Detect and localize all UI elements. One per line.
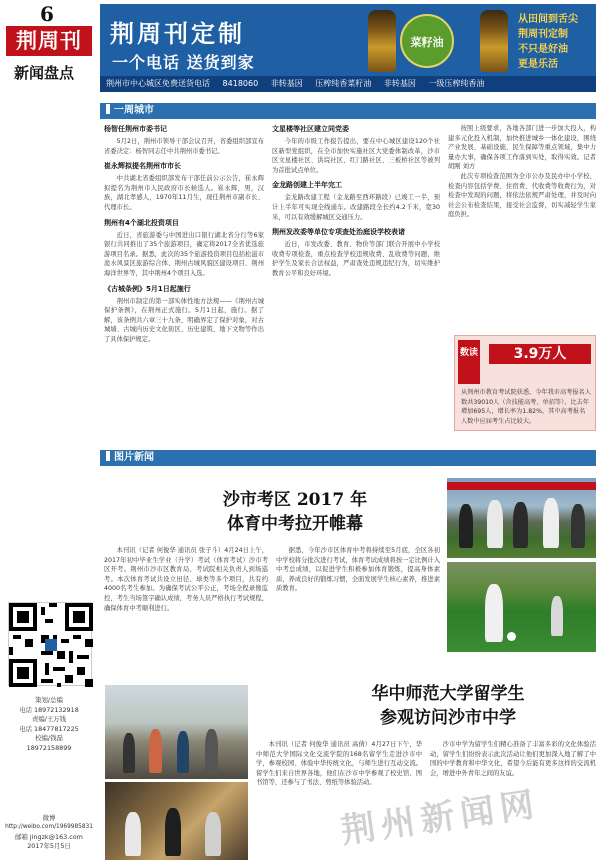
ad-bar-text: 荆州市中心城区免费送货电话 [106, 79, 210, 88]
article-title[interactable]: 《古城条例》5月1日起施行 [104, 284, 191, 293]
ad-bar-text: 一级压榨纯香油 [428, 79, 485, 88]
headline-line: 参观访问沙市中学 [380, 708, 516, 728]
oil-bottle-icon [480, 10, 508, 72]
photo-sports-exam[interactable] [447, 562, 596, 652]
article-body: 今年的市级工作报告提出，要在中心城区建设120个社区新型党组织，在全市加快实施社区大党委体制改革，沙市区文星楼社区、洪垸社区、红门路社区、三板桥社区等被列为首批试点单位。 [272, 138, 440, 174]
photo-figure [459, 504, 473, 548]
article-body: 近日，省旅游委与中国进出口银行湖北省分行等6家银行共同推出了35个旅游项目，确定将2017全省优选旅游项目名录。据悉，此次的35个旅游投资项目包括松滋市洈水风景区旅游综合体、荆州古城风貌区建设项目、荆州海洋世界等，其中荆州4个项目入选。 [104, 231, 264, 277]
article-body: 此次专项检查范围为全市公办及民办中小学校，检查内容包括学费、住宿费、代收费等收费行为，对检查中发现的问题，将依法依规严肃处理，并及时向社会公布检查结果，接受社会监督，切实减轻学生家庭负担。 [448, 172, 596, 219]
section-bar-city [100, 103, 596, 119]
credit-line: 18972158899 [26, 743, 72, 752]
photo-figure [205, 812, 221, 856]
weibo-link[interactable]: http://weibo.com/1969985831 [5, 824, 93, 831]
section-marker-icon [106, 451, 110, 461]
photo-figure [571, 504, 585, 548]
article-title[interactable]: 金龙路创建上半年完工 [272, 181, 342, 190]
advertisement-banner[interactable] [100, 4, 596, 92]
article-body: 荆州市制定的第一部实体性地方法规——《荆州古城保护条例》，在荆州正式施行。5月1日起，施行。据了解，该条例共六章三十九条，明确界定了保护对象，对古城墙、古城内历史文化街区、历史建筑、地下文物等作出了具体保护规定。 [104, 297, 264, 343]
ad-slogans [518, 12, 596, 72]
story-body: 本刊讯（记者 何俊华 通讯员 张子斗）4月24日上午，2017年初中毕业生学业（升学）考试（体育考试）沙市考区开考。荆州市沙市区教育局、考试院相关负责人到场巡考。本次体育考试共设立田径、球类等多个项目，共有约4000名考生参加。为确保考试公平公正，考场全程录像监控，考生当场签字确认成绩，考务人员严格执行考试规程，确保体育中考顺利进行。 [104, 547, 268, 612]
headline-line: 沙市考区 2017 年 [222, 490, 368, 510]
section-title: 图片新闻 [114, 452, 154, 463]
photo-ceremony[interactable] [447, 478, 596, 558]
photo-figure [543, 498, 559, 548]
article-body: 按照上级要求，各地各部门进一步加大投入，构建多元化投入机制，加快推进城乡一体化建设，围绕产业发展、基础设施、民生保障等重点领域，集中力量办大事，确保各项工作落到实处，取得实效。记者 胡刚 刘方 [448, 125, 596, 171]
photo-figure [177, 731, 189, 773]
news-column-1 [104, 124, 264, 462]
article-title[interactable]: 荆州有4个湖北投资项目 [104, 218, 179, 227]
story-body: 据悉，今年沙市区体育中考将持续至5月底，全区各初中学校将分批次进行考试，体育考试成绩将按一定比例计入中考总成绩，以促进学生积极参加体育锻炼，提高身体素质，养成良好的锻炼习惯，全面发展学生核心素养，推进素质教育。 [276, 547, 440, 593]
credit-line: 电话 18972132918 [19, 705, 79, 714]
ad-bar-text: 非转基因 [270, 79, 303, 88]
section-name: 新闻盘点 [14, 64, 75, 82]
credits-spacer [2, 754, 96, 814]
photo-students-painting[interactable] [105, 782, 248, 860]
article-body: 近日，市发改委、教育、物价等部门联合开展中小学校收费专项检查，重点检查学校违规收费、乱收费等问题，维护学生及家长合法权益，严肃查处违规违纪行为，切实维护教育公平和良好环境。 [272, 241, 440, 277]
story1-column-1 [104, 546, 268, 664]
article-body: 5月2日，荆州市领导干部会议召开，省委组织部宣布省委决定：杨智同志任中共荆州市委书记。 [104, 138, 264, 155]
photo-students-visit[interactable] [105, 685, 248, 779]
issue-date: 2017年5月5日 [27, 842, 71, 851]
watermark: 荆州新闻网 [338, 784, 543, 852]
photo-figure [123, 733, 135, 773]
headline-line: 体育中考拉开帷幕 [227, 514, 363, 534]
paper-name: 荆周刊 [6, 26, 92, 56]
story1-column-2 [276, 546, 440, 664]
ad-bar-text: 非转基因 [383, 79, 416, 88]
photo-figure [513, 502, 528, 548]
story-body: 本刊讯（记者 何俊华 通讯员 高倩）4月27日下午，华中师范大学国际文化交流学院的168名留学生走进沙市中学，参观校园、体验中华传统文化，与师生进行互动交流。留学生们来自世界各地，他们在沙市中学参观了校史馆、图书馆等，还参与了书法、剪纸等体验活动。 [256, 741, 422, 787]
credit-line: 微博 [42, 813, 56, 822]
article-title[interactable]: 崔永辉拟提名荆州市市长 [104, 162, 181, 171]
photo-figure [149, 729, 162, 773]
ad-title: 荆周刊定制 [110, 19, 245, 48]
article-title[interactable]: 文星楼等社区建立同党委 [272, 125, 349, 133]
qr-code-icon[interactable] [8, 602, 92, 686]
article-body: 中共湖北省委组织部发布干部任前公示公告，崔永辉拟提名为荆州市人民政府市长候选人。崔永辉，男，汉族，湖北孝感人，1970年11月生，现任荆州市副市长、代理市长。 [104, 175, 264, 211]
headline-line: 华中师范大学留学生 [371, 684, 525, 704]
ad-bar-text: 8418060 [222, 79, 259, 88]
page-number: 6 [40, 2, 54, 26]
story-body: 沙市中学为留学生们精心准备了丰富多彩的文化体验活动，留学生们纷纷表示此次活动让他们更加深入地了解了中国的中学教育和中华文化，希望今后能有更多这样的交流机会，增进中外青年之间的友谊。 [430, 741, 596, 777]
ad-subtitle: 一个电话 送货到家 [112, 53, 255, 72]
stat-value: 3.9万人 [489, 344, 591, 364]
stat-box [454, 335, 596, 431]
section-bar-photo-news [100, 450, 596, 466]
photo-figure [205, 729, 218, 773]
photo-banner [447, 482, 596, 490]
article-title[interactable]: 荆州发改委等单位专项查处治庭设学校表诸 [272, 228, 405, 237]
ad-slogan: 不只是好油 [518, 44, 568, 55]
news-column-2 [272, 124, 440, 462]
ad-badge: 菜籽油 [400, 14, 454, 68]
section-title: 一周城市 [114, 105, 154, 116]
credit-line: 责编/王万钱 [31, 715, 67, 724]
section-marker-icon [106, 104, 110, 114]
ad-bar-text: 压榨纯香菜籽油 [315, 79, 372, 88]
stat-text: 从荆州市教育考试院获悉，今年我市高考报名人数共39010人（含技能高考、单招等），比去年增加695人，增长率为1.82%，其中高考报名人数中应届考生占比较大。 [461, 389, 591, 425]
stat-tag: 数读 [458, 340, 480, 384]
story2-headline[interactable] [300, 682, 596, 730]
article-body: 金龙路改建工程（金龙路至西环路段）已竣工一半，预计上半年可实现全线通车。改建路段全长约4.2千米，宽30米，可以有效缓解城区交通压力。 [272, 194, 440, 221]
credit-line: 策划/总编 [35, 696, 63, 704]
ad-slogan: 从田间到舌尖 [518, 14, 578, 25]
photo-figure [485, 584, 503, 642]
article-title[interactable]: 杨智任荆州市委书记 [104, 125, 167, 133]
masthead [0, 0, 96, 92]
ad-slogan: 荆周刊定制 [518, 29, 568, 40]
ball-icon [507, 632, 516, 641]
photo-figure [125, 812, 141, 856]
email-link[interactable]: 邮箱 jingzk@163.com [15, 832, 83, 841]
credit-line: 电话 18477817225 [19, 724, 79, 733]
news-column-3 [448, 124, 596, 332]
story1-headline[interactable] [150, 488, 440, 536]
credits [2, 696, 96, 852]
credit-line: 校编/钱磊 [35, 734, 63, 743]
photo-figure [487, 500, 503, 548]
ad-info-bar [100, 76, 596, 92]
ad-slogan: 更是乐活 [518, 59, 558, 70]
photo-figure [165, 808, 181, 856]
oil-bottle-icon [368, 10, 396, 72]
photo-figure [551, 596, 563, 636]
